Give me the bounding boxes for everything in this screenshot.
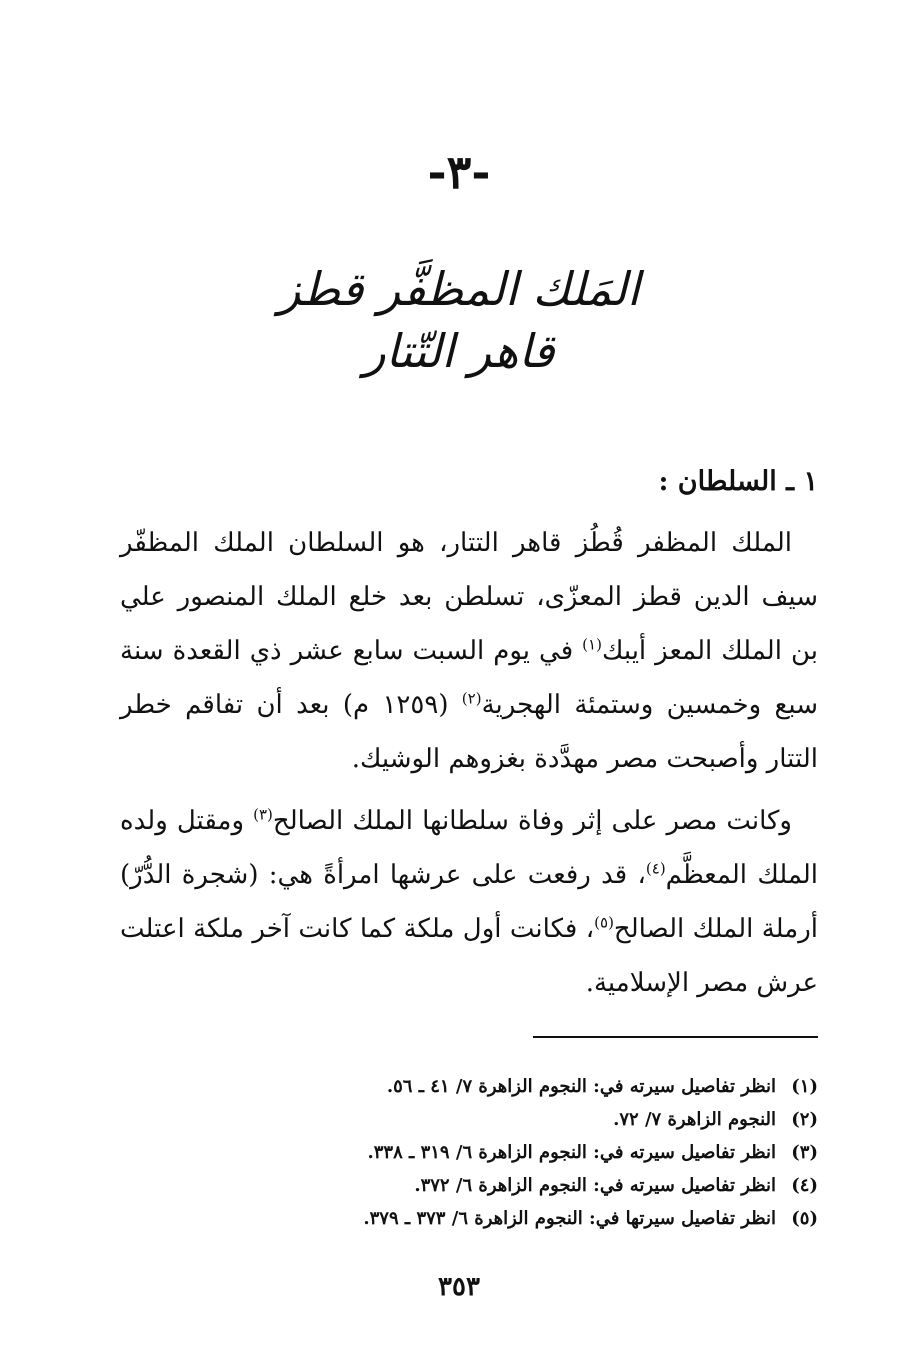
page-number: ٣٥٣ [438, 1272, 480, 1302]
chapter-title-line-2: قاهر التّتار [363, 324, 555, 378]
paragraph-1-text-b: في يوم السبت سابع عشر ذي القعدة سنة سبع وخمسين وستمئة الهجرية [120, 636, 818, 720]
footnote-item [120, 1103, 818, 1136]
paragraph-2-text-c: ، قد رفعت على عرشها امرأةً هي: (شجرة الدُّرّ) أرملة الملك الصالح [120, 860, 818, 944]
chapter-title [0, 258, 918, 382]
section-heading: ١ ـ السلطان : [658, 466, 818, 497]
footnote-number: (٣) [791, 1142, 818, 1163]
footnote-divider [533, 1036, 818, 1038]
paragraph-2 [120, 794, 818, 1010]
paragraph-1 [120, 516, 818, 786]
footnote-ref-1[interactable]: (١) [582, 635, 602, 654]
footnotes-list [120, 1070, 818, 1235]
chapter-number: -٣- [427, 145, 491, 199]
footnote-text: انظر تفاصيل سيرته في: النجوم الزاهرة ٦/ ٣١٩ ـ ٣٣٨. [367, 1142, 776, 1163]
footnote-item [120, 1169, 818, 1202]
footnote-item [120, 1202, 818, 1235]
footnote-number: (٥) [791, 1208, 818, 1229]
paragraph-2-text-a: وكانت مصر على إثر وفاة سلطانها الملك الصالح [272, 806, 792, 836]
paragraph-2-text-b: ومقتل ولده الملك المعظَّم [120, 806, 819, 890]
footnote-item [120, 1070, 818, 1103]
footnote-text: انظر تفاصيل سيرته في: النجوم الزاهرة ٦/ ٣٧٢. [414, 1175, 776, 1196]
footnote-number: (٢) [791, 1109, 818, 1130]
footnote-number: (٤) [791, 1175, 818, 1196]
footnote-ref-2[interactable]: (٢) [461, 689, 482, 708]
paragraph-1-text-c: (١٢٥٩ م) بعد أن تفاقم خطر التتار وأصبحت مصر مهدَّدة بغزوهم الوشيك. [120, 690, 818, 774]
footnote-text: النجوم الزاهرة ٧/ ٧٢. [613, 1109, 776, 1130]
main-content [120, 462, 818, 1018]
paragraph-1-text-a: الملك المظفر قُطُز قاهر التتار، هو السلطان الملك المظفّر سيف الدين قطز المعزّى، تسلطن بعد خلع الملك المنصور علي بن الملك المعز أيبك [120, 528, 818, 666]
footnote-ref-4[interactable]: (٤) [645, 859, 666, 878]
chapter-title-line-1: المَلك المظفَّر قطز [278, 262, 640, 316]
footnote-text: انظر تفاصيل سيرته في: النجوم الزاهرة ٧/ ٤١ ـ ٥٦. [386, 1076, 776, 1097]
footnote-text: انظر تفاصيل سيرتها في: النجوم الزاهرة ٦/ ٣٧٣ ـ ٣٧٩. [363, 1208, 776, 1229]
paragraph-2-text-d: ، فكانت أول ملكة كما كانت آخر ملكة اعتلت عرش مصر الإسلامية. [120, 914, 818, 998]
footnote-item [120, 1136, 818, 1169]
footnote-ref-5[interactable]: (٥) [594, 913, 614, 932]
footnote-ref-3[interactable]: (٣) [253, 805, 273, 824]
footnote-number: (١) [791, 1076, 818, 1097]
